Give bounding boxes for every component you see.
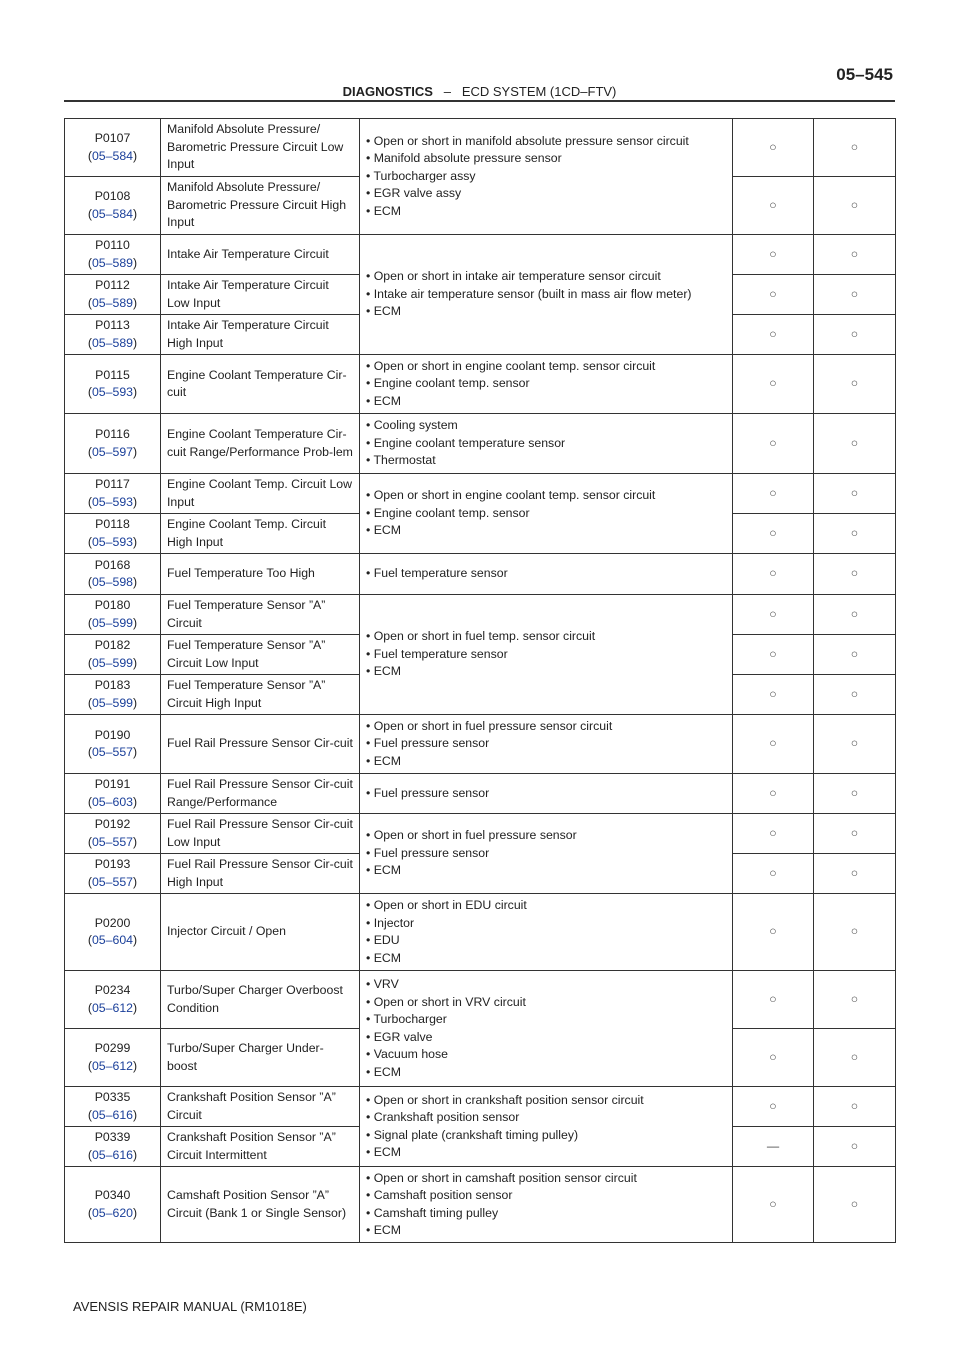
detection-item: Fuel Temperature Sensor ”A” Circuit High Input — [161, 675, 360, 715]
table-row — [65, 474, 896, 514]
circle-mark-icon: ○ — [814, 854, 896, 894]
circle-mark-icon: ○ — [733, 715, 814, 774]
trouble-area-item: • EGR valve assy — [366, 186, 462, 201]
circle-mark-icon: ○ — [814, 1029, 896, 1087]
trouble-area-item: • Signal plate (crankshaft timing pulley) — [366, 1127, 579, 1142]
page-reference: (05–584) — [87, 206, 138, 221]
dtc-code-cell — [65, 554, 161, 595]
page-reference-link[interactable]: 05–612 — [91, 1058, 134, 1073]
trouble-area-item: • ECM — [366, 393, 402, 408]
detection-item: Fuel Rail Pressure Sensor Cir-cuit High Input — [161, 854, 360, 894]
page-reference-link[interactable]: 05–612 — [91, 1000, 134, 1015]
detection-item: Crankshaft Position Sensor ”A” Circuit Intermittent — [161, 1127, 360, 1167]
circle-mark-icon: ○ — [814, 814, 896, 854]
detection-item: Crankshaft Position Sensor ”A” Circuit — [161, 1087, 360, 1127]
circle-mark-icon: ○ — [814, 675, 896, 715]
header-rule — [64, 100, 895, 102]
detection-item: Fuel Temperature Too High — [161, 554, 360, 595]
circle-mark-icon: ○ — [733, 894, 814, 971]
circle-mark-icon: ○ — [733, 635, 814, 675]
circle-mark-icon: ○ — [814, 315, 896, 355]
circle-mark-icon: ○ — [733, 554, 814, 595]
table-row — [65, 715, 896, 774]
dtc-code-cell — [65, 235, 161, 275]
table-row — [65, 554, 896, 595]
detection-item: Injector Circuit / Open — [161, 894, 360, 971]
dtc-code: P0191 — [94, 777, 131, 791]
page-reference: (05–597) — [87, 444, 138, 459]
detection-item: Engine Coolant Temperature Cir-cuit — [161, 355, 360, 414]
page-header — [64, 60, 895, 102]
dtc-code-cell — [65, 1029, 161, 1087]
dtc-code-cell — [65, 119, 161, 177]
dtc-code-cell — [65, 474, 161, 514]
page-reference-link[interactable]: 05–603 — [91, 794, 134, 809]
circle-mark-icon: ○ — [733, 119, 814, 177]
trouble-area — [360, 894, 733, 971]
circle-mark-icon: ○ — [733, 275, 814, 315]
dtc-code-cell — [65, 814, 161, 854]
dtc-code: P0193 — [94, 857, 131, 871]
detection-item: Fuel Rail Pressure Sensor Cir-cuit Range/Performance — [161, 774, 360, 814]
circle-mark-icon: ○ — [814, 514, 896, 554]
trouble-area — [360, 119, 733, 235]
circle-mark-icon: ○ — [733, 1087, 814, 1127]
trouble-area-item: • Fuel temperature sensor — [366, 646, 508, 661]
trouble-area — [360, 1167, 733, 1243]
page-reference: (05–589) — [87, 335, 138, 350]
dtc-code-cell — [65, 315, 161, 355]
circle-mark-icon: ○ — [733, 814, 814, 854]
table-row — [65, 414, 896, 474]
page-reference-link[interactable]: 05–584 — [91, 206, 134, 221]
dtc-code-cell — [65, 414, 161, 474]
page-reference-link[interactable]: 05–557 — [91, 834, 134, 849]
page-footer: AVENSIS REPAIR MANUAL (RM1018E) — [73, 1299, 307, 1314]
circle-mark-icon: ○ — [814, 177, 896, 235]
page-reference-link[interactable]: 05–593 — [91, 534, 134, 549]
dtc-code: P0168 — [94, 557, 131, 572]
circle-mark-icon: ○ — [733, 315, 814, 355]
circle-mark-icon: ○ — [814, 971, 896, 1029]
circle-mark-icon: ○ — [814, 1127, 896, 1167]
trouble-area-item: • ECM — [366, 1064, 402, 1079]
dtc-code-cell — [65, 514, 161, 554]
trouble-area-item: • ECM — [366, 753, 402, 768]
circle-mark-icon: ○ — [814, 635, 896, 675]
running-title — [64, 84, 895, 99]
dtc-code-cell — [65, 1167, 161, 1243]
title-separator: – — [443, 84, 451, 99]
dtc-code: P0182 — [94, 638, 131, 652]
detection-item: Engine Coolant Temp. Circuit Low Input — [161, 474, 360, 514]
page-reference: (05–599) — [87, 695, 138, 710]
page-reference: (05–557) — [87, 834, 138, 849]
dtc-code: P0335 — [94, 1090, 131, 1104]
trouble-area-item: • Vacuum hose — [366, 1047, 449, 1061]
trouble-area — [360, 554, 733, 595]
circle-mark-icon: ○ — [733, 235, 814, 275]
detection-item: Manifold Absolute Pressure/ Barometric Pressure Circuit Low Input — [161, 119, 360, 177]
page-reference-link[interactable]: 05–598 — [91, 575, 134, 589]
page-reference-link[interactable]: 05–597 — [91, 444, 134, 459]
page-reference-link[interactable]: 05–589 — [91, 295, 134, 310]
dtc-code: P0115 — [95, 367, 130, 382]
detection-item: Turbo/Super Charger Overboost Condition — [161, 971, 360, 1029]
page-reference-link[interactable]: 05–593 — [91, 494, 134, 509]
section-subtitle: ECD SYSTEM (1CD–FTV) — [461, 84, 617, 99]
circle-mark-icon: ○ — [733, 595, 814, 635]
trouble-area-item: • ECM — [366, 1223, 402, 1237]
circle-mark-icon: ○ — [814, 235, 896, 275]
dtc-code: P0107 — [94, 131, 131, 145]
detection-item: Intake Air Temperature Circuit High Input — [161, 315, 360, 355]
trouble-area-item: • Camshaft position sensor — [366, 1188, 513, 1202]
trouble-area-item: • Open or short in engine coolant temp. sensor circuit — [366, 358, 656, 373]
dtc-code: P0180 — [94, 598, 131, 612]
dtc-code-cell — [65, 715, 161, 774]
table-row — [65, 235, 896, 275]
detection-item: Fuel Temperature Sensor ”A” Circuit — [161, 595, 360, 635]
dtc-code: P0200 — [94, 915, 131, 930]
table-row — [65, 119, 896, 177]
page-reference: (05–612) — [87, 1058, 138, 1073]
trouble-area — [360, 774, 733, 814]
trouble-area-item: • ECM — [366, 863, 402, 878]
section-name: DIAGNOSTICS — [342, 84, 433, 99]
page-reference: (05–604) — [87, 933, 138, 947]
page-reference: (05–612) — [87, 1000, 138, 1015]
circle-mark-icon: ○ — [733, 854, 814, 894]
dtc-code: P0110 — [95, 238, 130, 252]
page-reference-link[interactable]: 05–616 — [91, 1107, 134, 1122]
table-row — [65, 971, 896, 1029]
page-reference: (05–557) — [87, 745, 138, 759]
trouble-area — [360, 235, 733, 355]
dtc-code-cell — [65, 355, 161, 414]
trouble-area-item: • Open or short in EDU circuit — [366, 898, 527, 912]
circle-mark-icon: ○ — [733, 474, 814, 514]
trouble-area — [360, 595, 733, 715]
trouble-area-item: • Fuel pressure sensor — [366, 845, 490, 860]
trouble-area-item: • Turbocharger assy — [366, 168, 476, 183]
trouble-area — [360, 971, 733, 1087]
circle-mark-icon: ○ — [733, 514, 814, 554]
page-reference-link[interactable]: 05–616 — [91, 1147, 134, 1162]
circle-mark-icon: ○ — [814, 595, 896, 635]
dtc-table-body — [65, 119, 896, 1243]
detection-item: Intake Air Temperature Circuit Low Input — [161, 275, 360, 315]
trouble-area-item: • ECM — [366, 523, 402, 538]
dtc-code: P0113 — [95, 318, 130, 332]
page-reference-link[interactable]: 05–620 — [91, 1205, 134, 1220]
circle-mark-icon: ○ — [733, 971, 814, 1029]
circle-mark-icon: ○ — [814, 119, 896, 177]
trouble-area-item: • Open or short in fuel pressure sensor circuit — [366, 718, 613, 733]
page-reference-link[interactable]: 05–599 — [91, 695, 134, 710]
dtc-code-cell — [65, 894, 161, 971]
trouble-area-item: • Fuel temperature sensor — [366, 566, 508, 581]
page-reference: (05–616) — [87, 1107, 138, 1122]
page-number: 05–545 — [836, 65, 893, 84]
trouble-area-item: • Open or short in crankshaft position sensor circuit — [366, 1092, 644, 1107]
page-reference-link[interactable]: 05–589 — [91, 255, 134, 270]
dtc-code: P0339 — [94, 1130, 131, 1144]
circle-mark-icon: ○ — [814, 774, 896, 814]
detection-item: Fuel Temperature Sensor ”A” Circuit Low Input — [161, 635, 360, 675]
detection-item: Fuel Rail Pressure Sensor Cir-cuit — [161, 715, 360, 774]
trouble-area-item: • EGR valve — [366, 1029, 433, 1044]
dtc-code: P0116 — [95, 427, 130, 441]
trouble-area-item: • Crankshaft position sensor — [366, 1110, 520, 1124]
trouble-area — [360, 474, 733, 554]
trouble-area-item: • Open or short in fuel temp. sensor circuit — [366, 629, 596, 644]
dtc-table — [64, 118, 896, 1243]
dtc-code-cell — [65, 1087, 161, 1127]
trouble-area-item: • ECM — [366, 203, 402, 218]
trouble-area-item: • Engine coolant temp. sensor — [366, 376, 530, 391]
dtc-code: P0192 — [94, 817, 131, 831]
trouble-area-item: • Manifold absolute pressure sensor — [366, 151, 562, 166]
dtc-code: P0118 — [95, 517, 130, 531]
dtc-code-cell — [65, 595, 161, 635]
trouble-area — [360, 355, 733, 414]
circle-mark-icon: ○ — [814, 1087, 896, 1127]
circle-mark-icon: ○ — [733, 355, 814, 414]
trouble-area-item: • ECM — [366, 664, 402, 679]
page-reference-link[interactable]: 05–604 — [91, 933, 134, 947]
dtc-code-cell — [65, 275, 161, 315]
circle-mark-icon: ○ — [814, 1167, 896, 1243]
page-reference: (05–599) — [87, 615, 138, 630]
trouble-area-item: • Fuel pressure sensor — [366, 736, 490, 751]
page-reference-link[interactable]: 05–584 — [91, 148, 134, 163]
page-reference: (05–593) — [87, 494, 138, 509]
circle-mark-icon: ○ — [814, 275, 896, 315]
trouble-area-item: • ECM — [366, 950, 402, 965]
trouble-area-item: • Thermostat — [366, 453, 436, 468]
detection-item: Intake Air Temperature Circuit — [161, 235, 360, 275]
dtc-code: P0112 — [95, 278, 130, 292]
dtc-code-cell — [65, 635, 161, 675]
page-reference: (05–584) — [87, 148, 138, 163]
detection-item: Manifold Absolute Pressure/ Barometric Pressure Circuit High Input — [161, 177, 360, 235]
trouble-area-item: • EDU — [366, 933, 400, 947]
dtc-code-cell — [65, 971, 161, 1029]
circle-mark-icon: ○ — [814, 414, 896, 474]
trouble-area — [360, 715, 733, 774]
page-reference: (05–603) — [87, 794, 138, 809]
dtc-code-cell — [65, 1127, 161, 1167]
detection-item: Camshaft Position Sensor ”A” Circuit (Bank 1 or Single Sensor) — [161, 1167, 360, 1243]
page-reference: (05–620) — [87, 1205, 138, 1220]
dtc-code-cell — [65, 774, 161, 814]
table-row — [65, 894, 896, 971]
table-row — [65, 355, 896, 414]
dtc-code-cell — [65, 177, 161, 235]
trouble-area — [360, 1087, 733, 1167]
circle-mark-icon: ○ — [814, 474, 896, 514]
detection-item: Turbo/Super Charger Under-boost — [161, 1029, 360, 1087]
table-row — [65, 1087, 896, 1127]
dtc-code: P0108 — [94, 189, 131, 203]
trouble-area-item: • Fuel pressure sensor — [366, 785, 490, 800]
trouble-area-item: • Engine coolant temperature sensor — [366, 435, 566, 450]
dtc-code: P0183 — [94, 678, 131, 692]
page-reference: (05–616) — [87, 1147, 138, 1162]
circle-mark-icon: ○ — [814, 894, 896, 971]
dtc-code: P0340 — [94, 1188, 131, 1202]
circle-mark-icon: ○ — [733, 1029, 814, 1087]
trouble-area — [360, 414, 733, 474]
dtc-code: P0117 — [95, 477, 130, 491]
trouble-area-item: • Open or short in fuel pressure sensor — [366, 828, 577, 843]
page-reference: (05–593) — [87, 385, 138, 399]
circle-mark-icon: ○ — [733, 177, 814, 235]
page-reference: (05–557) — [87, 874, 138, 889]
dtc-code: P0234 — [94, 983, 131, 997]
table-row — [65, 1167, 896, 1243]
trouble-area-item: • ECM — [366, 304, 402, 319]
page-reference-link[interactable]: 05–557 — [91, 745, 134, 759]
page-reference: (05–599) — [87, 655, 138, 670]
trouble-area-item: • Camshaft timing pulley — [366, 1205, 499, 1220]
page-reference-link[interactable]: 05–599 — [91, 615, 134, 630]
detection-item: Fuel Rail Pressure Sensor Cir-cuit Low Input — [161, 814, 360, 854]
trouble-area-item: • ECM — [366, 1145, 402, 1159]
trouble-area — [360, 814, 733, 894]
dtc-code-cell — [65, 854, 161, 894]
circle-mark-icon: ○ — [733, 774, 814, 814]
dtc-code-cell — [65, 675, 161, 715]
page-reference-link[interactable]: 05–589 — [91, 335, 134, 350]
page-reference-link[interactable]: 05–557 — [91, 874, 134, 889]
trouble-area-item: • Open or short in VRV circuit — [366, 994, 526, 1009]
page-reference: (05–589) — [87, 295, 138, 310]
trouble-area-item: • Engine coolant temp. sensor — [366, 505, 530, 520]
table-row — [65, 774, 896, 814]
trouble-area-item: • Cooling system — [366, 418, 458, 433]
trouble-area-item: • Turbocharger — [366, 1012, 447, 1026]
page-reference-link[interactable]: 05–593 — [91, 385, 134, 399]
trouble-area-item: • Open or short in manifold absolute pressure sensor circuit — [366, 133, 689, 148]
trouble-area-item: • Open or short in intake air temperature sensor circuit — [366, 269, 661, 284]
circle-mark-icon: ○ — [814, 554, 896, 595]
circle-mark-icon: ○ — [814, 715, 896, 774]
trouble-area-item: • Injector — [366, 915, 415, 930]
page-reference: (05–598) — [87, 575, 138, 589]
dtc-code: P0190 — [94, 727, 131, 742]
table-row — [65, 595, 896, 635]
page-reference-link[interactable]: 05–599 — [91, 655, 134, 670]
detection-item: Engine Coolant Temp. Circuit High Input — [161, 514, 360, 554]
trouble-area-item: • VRV — [366, 977, 399, 991]
circle-mark-icon: ○ — [733, 675, 814, 715]
dash-mark-icon: — — [733, 1127, 814, 1167]
page-reference: (05–593) — [87, 534, 138, 549]
circle-mark-icon: ○ — [814, 355, 896, 414]
detection-item: Engine Coolant Temperature Cir-cuit Range/Performance Prob-lem — [161, 414, 360, 474]
circle-mark-icon: ○ — [733, 414, 814, 474]
table-row — [65, 814, 896, 854]
dtc-code: P0299 — [94, 1041, 131, 1055]
trouble-area-item: • Intake air temperature sensor (built in mass air flow meter) — [366, 286, 692, 301]
page-reference: (05–589) — [87, 255, 138, 270]
trouble-area-item: • Open or short in engine coolant temp. sensor circuit — [366, 488, 656, 503]
circle-mark-icon: ○ — [733, 1167, 814, 1243]
trouble-area-item: • Open or short in camshaft position sensor circuit — [366, 1170, 637, 1185]
